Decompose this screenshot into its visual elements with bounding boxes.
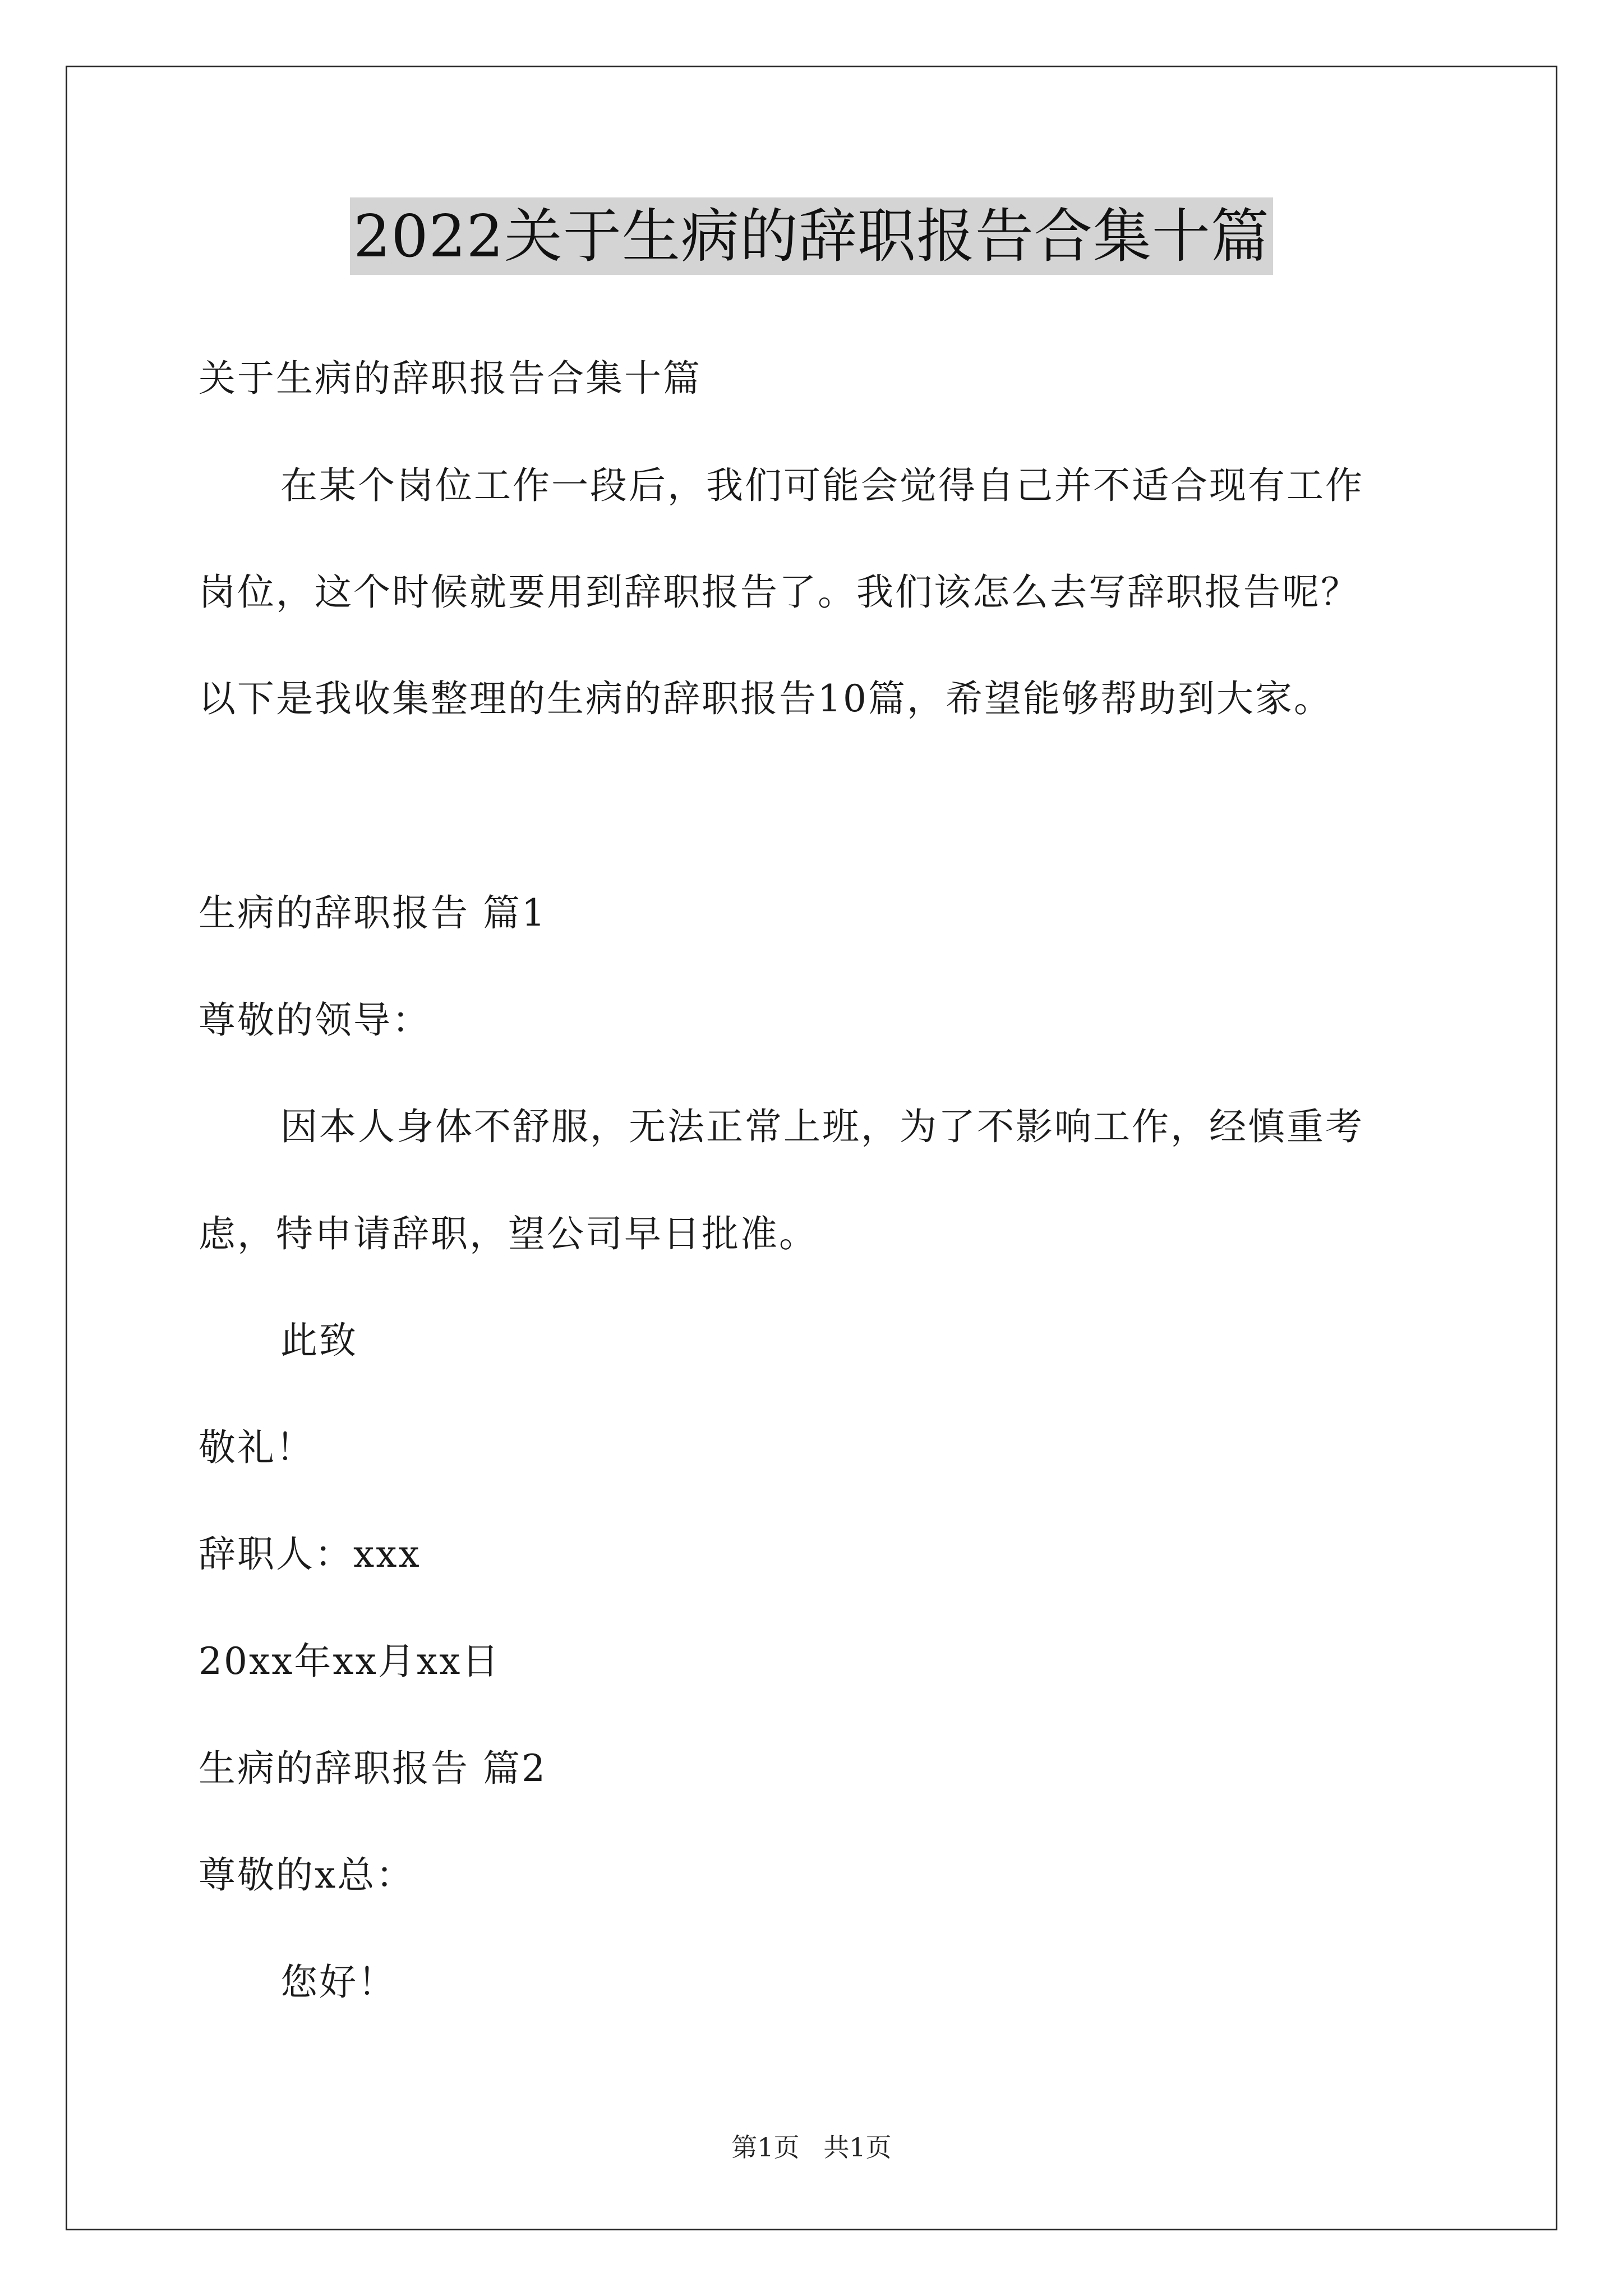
- section-2-heading: 生病的辞职报告 篇2: [199, 1747, 547, 1790]
- intro-line-1: 在某个岗位工作一段后，我们可能会觉得自己并不适合现有工作: [280, 464, 1364, 507]
- document-title: 2022关于生病的辞职报告合集十篇: [350, 197, 1273, 275]
- section-1-body-line-2: 虑，特申请辞职，望公司早日批准。: [199, 1212, 818, 1255]
- intro-line-3: 以下是我收集整理的生病的辞职报告10篇，希望能够帮助到大家。: [199, 677, 1332, 720]
- section-1-regards: 敬礼！: [199, 1426, 315, 1469]
- section-2-greeting: 您好！: [280, 1961, 396, 2004]
- section-1-closing: 此致: [280, 1319, 358, 1362]
- page-footer: [0, 2131, 1623, 2164]
- section-1-body-line-1: 因本人身体不舒服，无法正常上班，为了不影响工作，经慎重考: [280, 1105, 1364, 1148]
- page-current-label: 第1页: [731, 2132, 800, 2162]
- intro-line-2: 岗位，这个时候就要用到辞职报告了。我们该怎么去写辞职报告呢？: [199, 570, 1359, 614]
- page-total-label: 共1页: [823, 2132, 892, 2162]
- section-1-salutation: 尊敬的领导：: [199, 999, 431, 1042]
- section-1-date: 20xx年xx月xx日: [199, 1640, 501, 1683]
- title-container: [0, 197, 1623, 275]
- section-1-signer: 辞职人：xxx: [199, 1533, 421, 1576]
- section-2-salutation: 尊敬的x总：: [199, 1853, 415, 1897]
- section-1-heading: 生病的辞职报告 篇1: [199, 891, 547, 935]
- document-subtitle: 关于生病的辞职报告合集十篇: [199, 357, 702, 400]
